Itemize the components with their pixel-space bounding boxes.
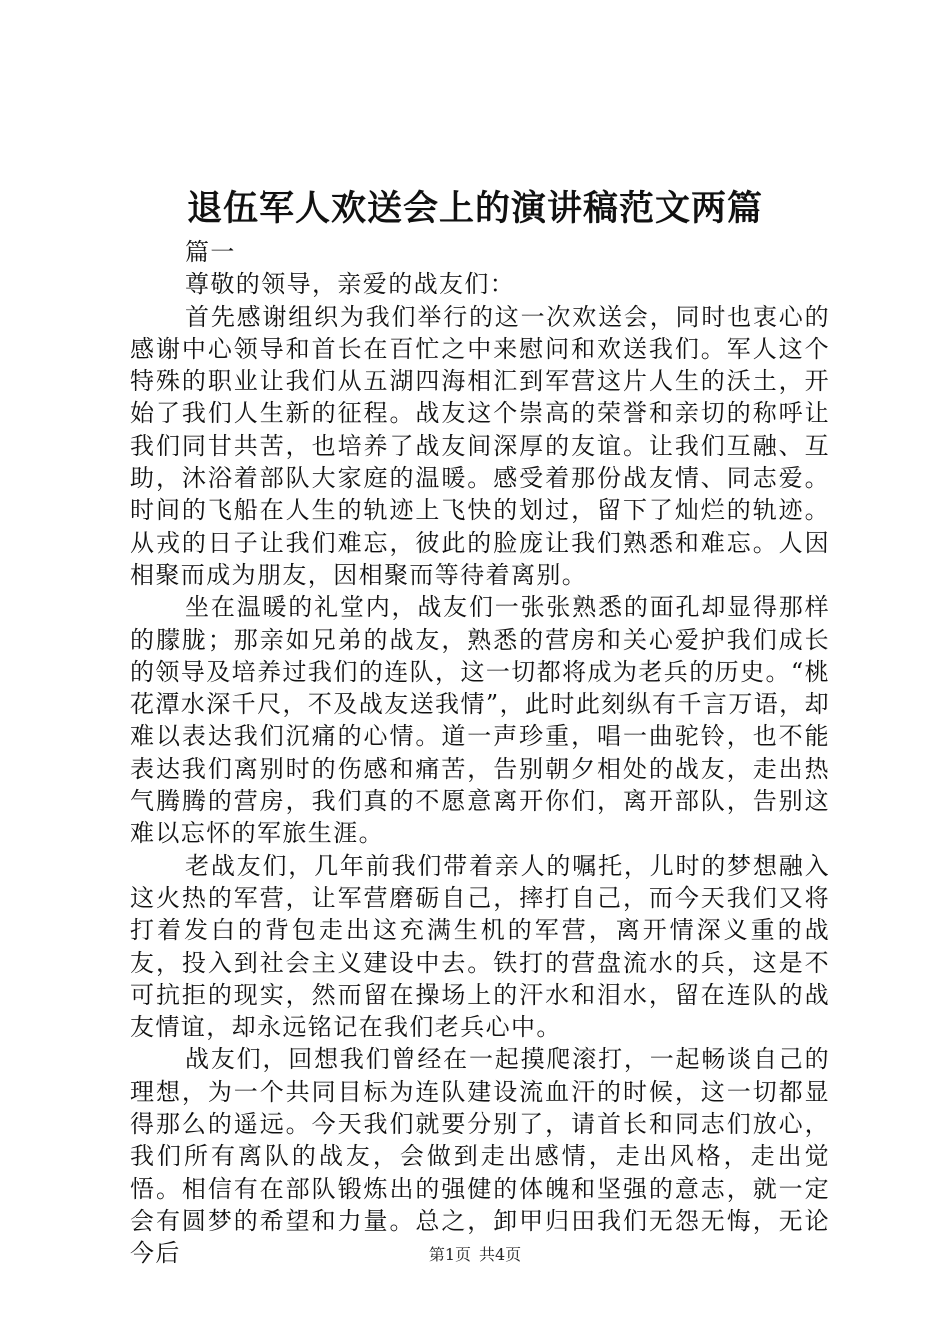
document-title: 退伍军人欢送会上的演讲稿范文两篇 bbox=[186, 188, 763, 229]
document-body bbox=[130, 236, 830, 1270]
page-total: 共4页 bbox=[479, 1245, 522, 1264]
body-paragraph: 老战友们，几年前我们带着亲人的嘱托，儿时的梦想融入这火热的军营，让军营磨砺自己，摔打自己，而今天我们又将打着发白的背包走出这充满生机的军营，离开情深义重的战友，投入到社会主义建设中去。铁打的营盘流水的兵，这是不可抗拒的现实，然而留在操场上的汗水和泪水，留在连队的战友情谊，却永远铭记在我们老兵心中。 bbox=[130, 851, 830, 1042]
salutation: 尊敬的领导，亲爱的战友们： bbox=[185, 270, 516, 299]
section-heading: 篇一 bbox=[185, 238, 236, 266]
page-number: 第1页 bbox=[428, 1245, 471, 1264]
page-footer bbox=[0, 1244, 950, 1266]
body-paragraph: 首先感谢组织为我们举行的这一次欢送会，同时也衷心的感谢中心领导和首长在百忙之中来慰问和欢送我们。军人这个特殊的职业让我们从五湖四海相汇到军营这片人生的沃土，开始了我们人生新的征程。战友这个崇高的荣誉和亲切的称呼让我们同甘共苦，也培养了战友间深厚的友谊。让我们互融、互助，沐浴着部队大家庭的温暖。感受着那份战友情、同志爱。时间的飞船在人生的轨迹上飞快的划过，留下了灿烂的轨迹。从戎的日子让我们难忘，彼此的脸庞让我们熟悉和难忘。人因相聚而成为朋友，因相聚而等待着离别。 bbox=[130, 302, 830, 589]
body-paragraph: 坐在温暖的礼堂内，战友们一张张熟悉的面孔却显得那样的朦胧；那亲如兄弟的战友，熟悉的营房和关心爱护我们成长的领导及培养过我们的连队，这一切都将成为老兵的历史。“桃花潭水深千尺，不及战友送我情”，此时此刻纵有千言万语，却难以表达我们沉痛的心情。道一声珍重，唱一曲驼铃，也不能表达我们离别时的伤感和痛苦，告别朝夕相处的战友，走出热气腾腾的营房，我们真的不愿意离开你们，离开部队，告别这难以忘怀的军旅生涯。 bbox=[130, 593, 830, 848]
body-paragraph: 战友们，回想我们曾经在一起摸爬滚打，一起畅谈自己的理想，为一个共同目标为连队建设流血汗的时候，这一切都显得那么的遥远。今天我们就要分别了，请首长和同志们放心，我们所有离队的战友，会做到走出感情，走出风格，走出觉悟。相信有在部队锻炼出的强健的体魄和坚强的意志，就一定会有圆梦的希望和力量。总之，卸甲归田我们无怨无悔，无论今后 bbox=[130, 1045, 830, 1268]
